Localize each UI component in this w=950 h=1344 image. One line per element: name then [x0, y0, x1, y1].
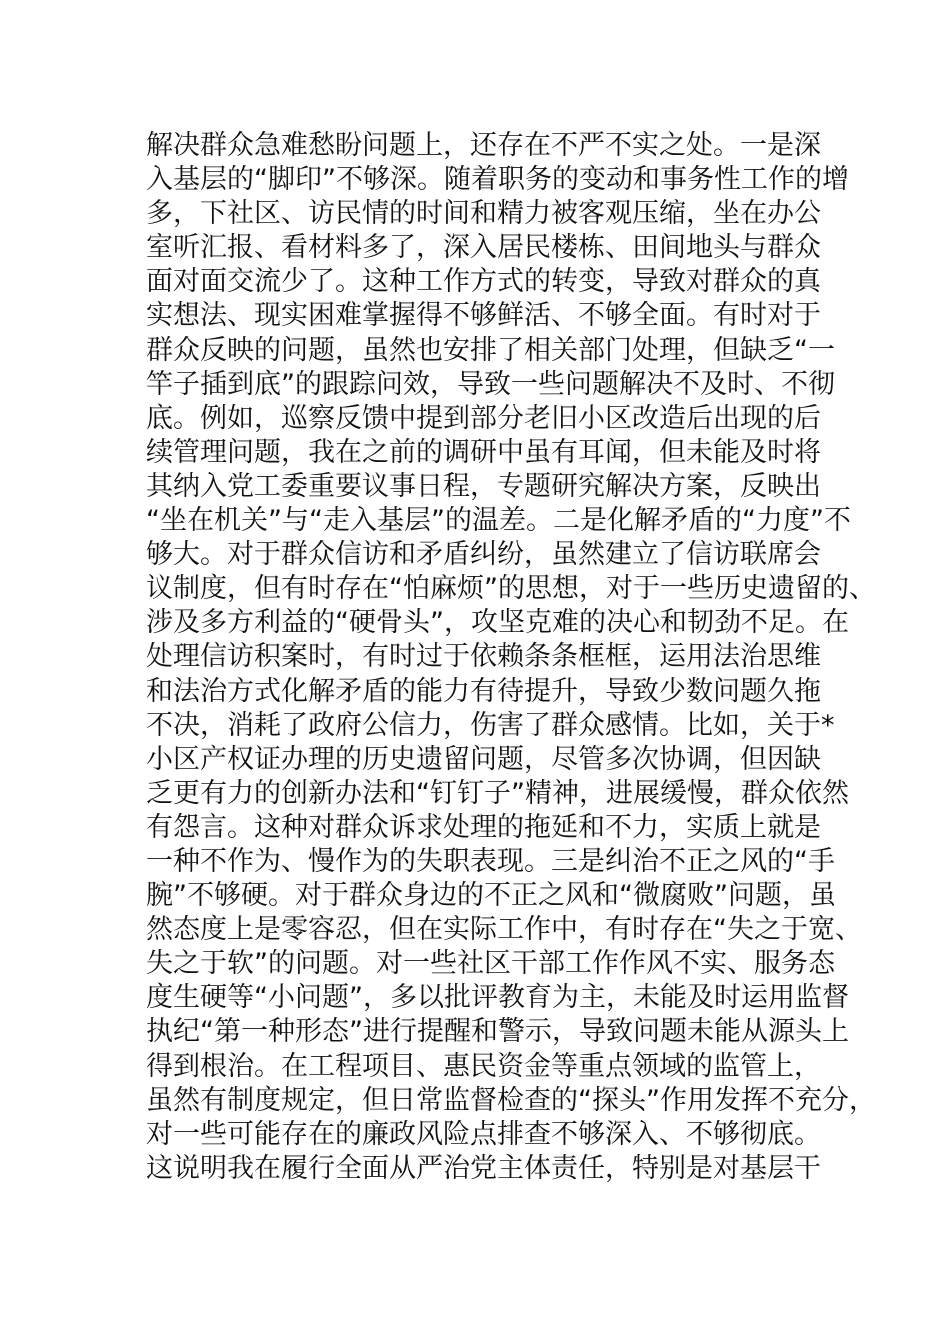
text-line: 然态度上是零容忍，但在实际工作中，有时存在“失之于宽、	[146, 914, 862, 946]
text-line: 度生硬等“小问题”，多以批评教育为主，未能及时运用监督	[146, 982, 849, 1014]
text-line: 一种不作为、慢作为的失职表现。三是纠治不正之风的“手	[146, 845, 835, 877]
text-line: 不决，消耗了政府公信力，伤害了群众感情。比如，关于*	[146, 709, 835, 741]
text-line: 腕”不够硬。对于群众身边的不正之风和“微腐败”问题，虽	[146, 880, 836, 912]
text-line: 续管理问题，我在之前的调研中虽有耳闻，但未能及时将	[146, 436, 821, 468]
text-line: 这说明我在履行全面从严治党主体责任，特别是对基层干	[146, 1152, 821, 1184]
text-line: 处理信访积案时，有时过于依赖条条框框，运用法治思维	[146, 641, 821, 673]
text-line: 实想法、现实困难掌握得不够鲜活、不够全面。有时对于	[146, 300, 821, 332]
text-line: 小区产权证办理的历史遗留问题，尽管多次协调，但因缺	[146, 743, 821, 775]
text-line: 竿子插到底”的跟踪问效，导致一些问题解决不及时、不彻	[146, 368, 835, 400]
text-line: 有怨言。这种对群众诉求处理的拖延和不力，实质上就是	[146, 811, 821, 843]
text-line: 虽然有制度规定，但日常监督检查的“探头”作用发挥不充分，	[146, 1084, 876, 1116]
text-line: 室听汇报、看材料多了，深入居民楼栋、田间地头与群众	[146, 232, 821, 264]
text-line: “坐在机关”与“走入基层”的温差。二是化解矛盾的“力度”不	[146, 505, 851, 537]
body-paragraph	[146, 129, 876, 1186]
text-line: 对一些可能存在的廉政风险点排查不够深入、不够彻底。	[146, 1118, 821, 1150]
text-line: 涉及多方利益的“硬骨头”，攻坚克难的决心和韧劲不足。在	[146, 607, 849, 639]
text-line: 解决群众急难愁盼问题上，还存在不严不实之处。一是深	[146, 130, 821, 161]
text-line: 议制度，但有时存在“怕麻烦”的思想，对于一些历史遗留的、	[146, 573, 876, 605]
text-line: 其纳入党工委重要议事日程，专题研究解决方案，反映出	[146, 470, 821, 502]
text-line: 多，下社区、访民情的时间和精力被客观压缩，坐在办公	[146, 198, 821, 230]
text-line: 和法治方式化解矛盾的能力有待提升，导致少数问题久拖	[146, 675, 821, 707]
text-line: 面对面交流少了。这种工作方式的转变，导致对群众的真	[146, 266, 821, 298]
text-line: 入基层的“脚印”不够深。随着职务的变动和事务性工作的增	[146, 164, 849, 196]
text-line: 乏更有力的创新办法和“钉钉子”精神，进展缓慢，群众依然	[146, 777, 849, 809]
text-line: 失之于软”的问题。对一些社区干部工作作风不实、服务态	[146, 948, 835, 980]
text-line: 够大。对于群众信访和矛盾纠纷，虽然建立了信访联席会	[146, 539, 821, 571]
text-line: 群众反映的问题，虽然也安排了相关部门处理，但缺乏“一	[146, 334, 835, 366]
text-line: 执纪“第一种形态”进行提醒和警示，导致问题未能从源头上	[146, 1016, 849, 1048]
text-line: 底。例如，巡察反馈中提到部分老旧小区改造后出现的后	[146, 402, 821, 434]
text-line: 得到根治。在工程项目、惠民资金等重点领域的监管上，	[146, 1050, 821, 1082]
